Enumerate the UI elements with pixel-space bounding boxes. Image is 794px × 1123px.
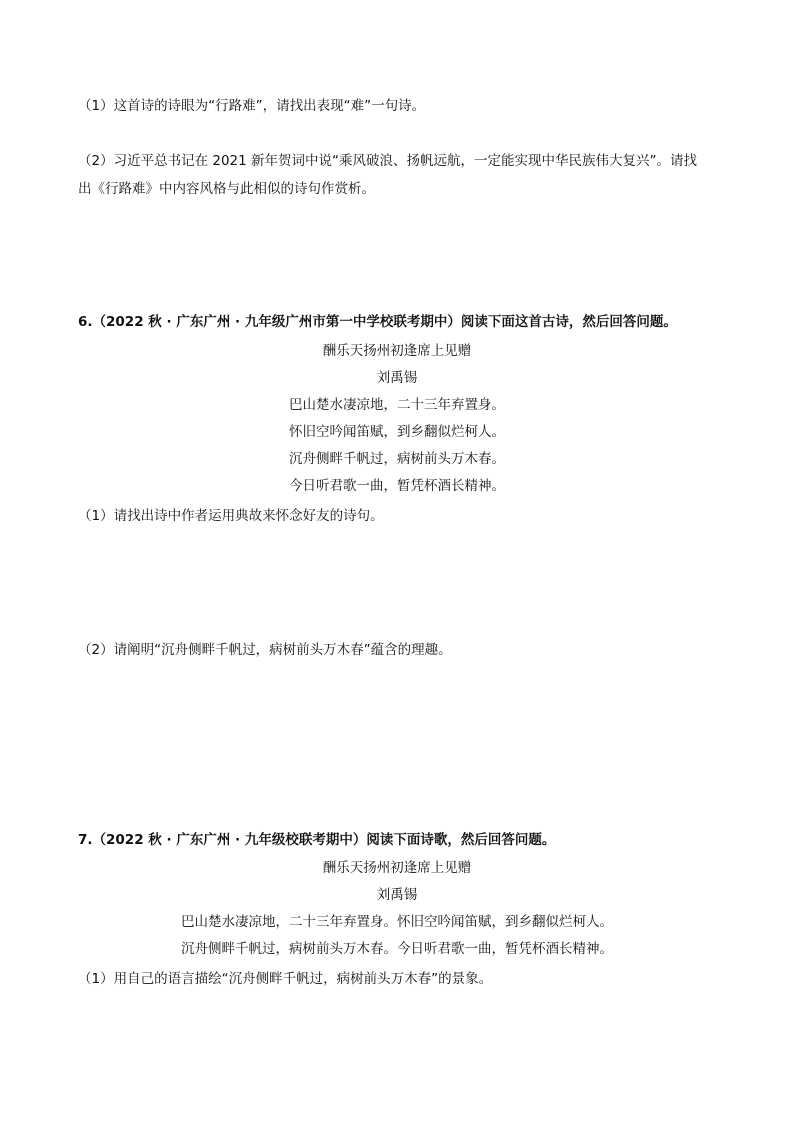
q6-poem-line: 怀旧空吟闻笛赋，到乡翻似烂柯人。 — [289, 424, 505, 440]
q7-poem-line: 沉舟侧畔千帆过，病树前头万木春。今日听君歌一曲，暂凭杯酒长精神。 — [181, 941, 613, 957]
q6-poem-line: 巴山楚水凄凉地，二十三年弃置身。 — [289, 397, 505, 413]
q7-poem-line: 巴山楚水凄凉地，二十三年弃置身。怀旧空吟闻笛赋，到乡翻似烂柯人。 — [181, 914, 613, 930]
q6-poem-title: 酬乐天扬州初逢席上见赠 — [322, 343, 472, 359]
q5-subquestion-2-line-2: 出《行路难》中内容风格与此相似的诗句作赏析。 — [78, 181, 375, 197]
q6-subquestion-1: （1）请找出诗中作者运用典故来怀念好友的诗句。 — [78, 508, 384, 524]
q5-subquestion-1: （1）这首诗的诗眼为“行路难”，请找出表现“难”一句诗。 — [78, 98, 426, 114]
q6-heading: 6.（2022 秋 · 广东广州 · 九年级广州市第一中学校联考期中）阅读下面这首古诗，然后回答问题。 — [78, 314, 677, 330]
q6-poem-author: 刘禹锡 — [376, 370, 418, 386]
q7-poem-author: 刘禹锡 — [376, 887, 418, 903]
q7-heading: 7.（2022 秋 · 广东广州 · 九年级校联考期中）阅读下面诗歌，然后回答问题。 — [78, 832, 556, 848]
q6-poem-line: 今日听君歌一曲，暂凭杯酒长精神。 — [289, 478, 505, 494]
q7-subquestion-1: （1）用自己的语言描绘“沉舟侧畔千帆过，病树前头万木春”的景象。 — [78, 971, 493, 987]
q6-subquestion-2: （2）请阐明“沉舟侧畔千帆过，病树前头万木春”蕴含的理趣。 — [78, 642, 452, 658]
q7-poem-title: 酬乐天扬州初逢席上见赠 — [322, 860, 472, 876]
q6-poem-line: 沉舟侧畔千帆过，病树前头万木春。 — [289, 451, 505, 467]
q5-subquestion-2-line-1: （2）习近平总书记在 2021 新年贺词中说“乘风破浪、扬帆远航，一定能实现中华民族伟大复兴”。请找 — [78, 153, 698, 169]
